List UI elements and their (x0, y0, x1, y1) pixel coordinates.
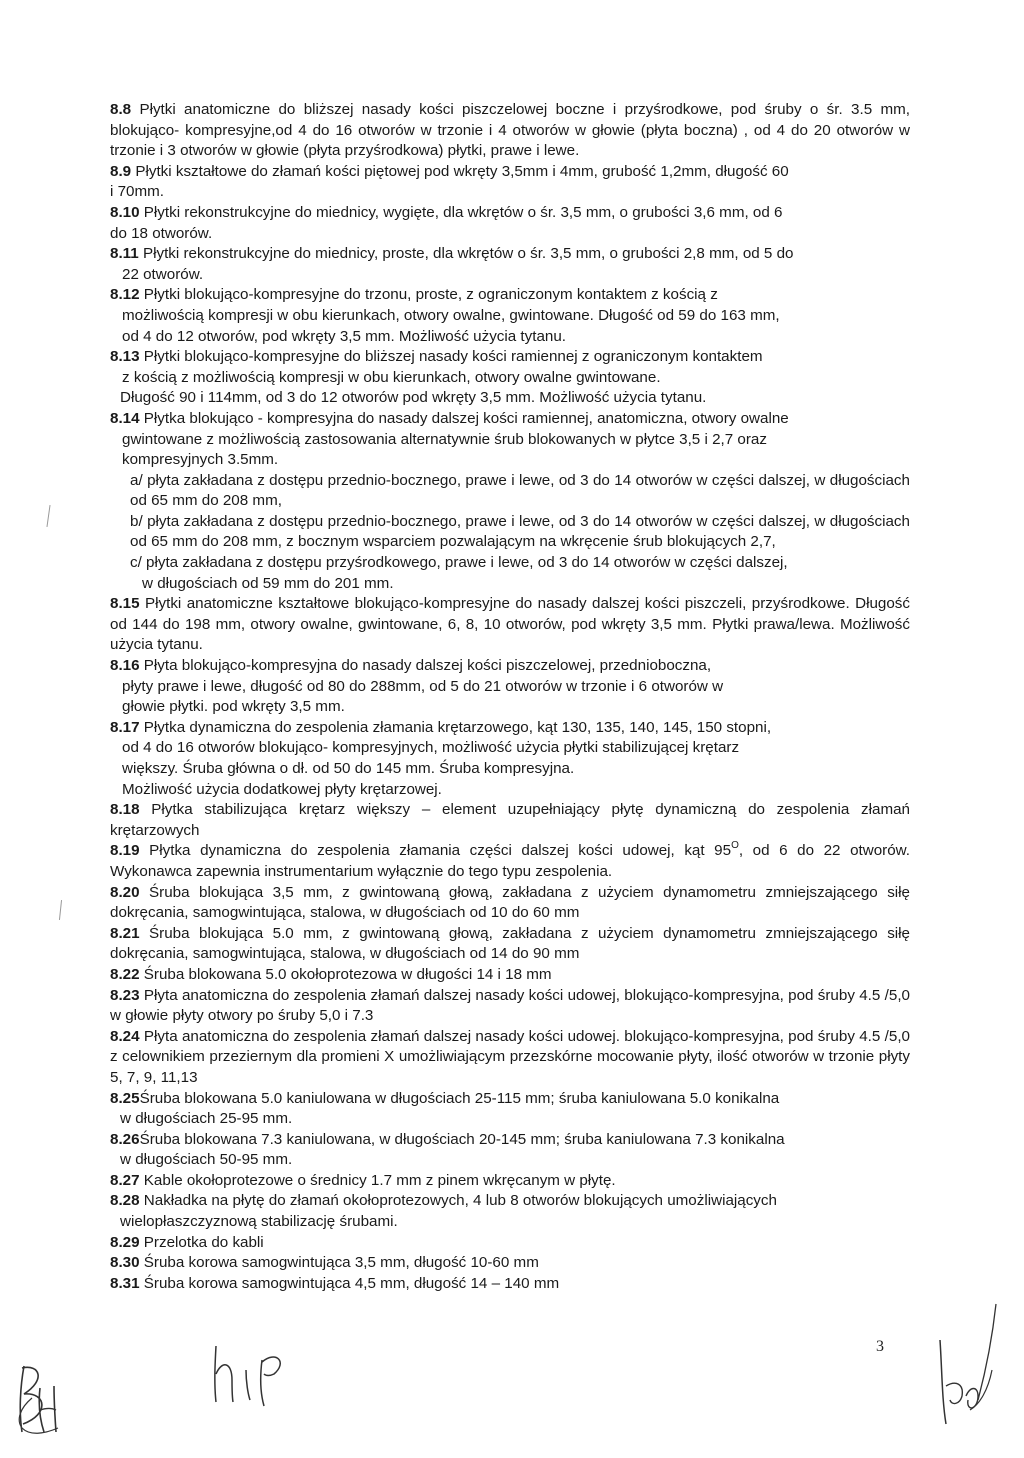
item-number: 8.27 (110, 1171, 140, 1189)
item-8-14-b: b/ płyta zakładana z dostępu przednio-bocznego, prawe i lewe, od 3 do 14 otworów w części dalszej, w długościach od 65 mm do 208 mm, z bocznym wsparciem pozwalającym na wkręcenie śrub blokujących 2,7, (130, 512, 910, 551)
item-number: 8.15 (110, 595, 140, 613)
item-8-26: 8.26Śruba blokowana 7.3 kaniulowana, w długościach 20-145 mm; śruba kaniulowana 7.3 konikalna w długościach 50-95 mm. (110, 1130, 785, 1169)
item-number: 8.23 (110, 986, 140, 1004)
scan-mark (59, 900, 62, 920)
degree-superscript: O (731, 840, 739, 852)
item-8-14-c: c/ płyta zakładana z dostępu przyśrodkowego, prawe i lewe, od 3 do 14 otworów w części dalszej, w długościach od 59 mm do 201 mm. (130, 554, 788, 592)
item-number: 8.30 (110, 1254, 140, 1272)
item-number: 8.25 (110, 1089, 140, 1107)
item-8-23: 8.23 Płyta anatomiczna do zespolenia złamań dalszej nasady kości udowej, blokująco-kompresyjna, pod śruby 4.5 /5,0 w głowie płyty otwory po śruby 5,0 i 7.3 (110, 986, 910, 1025)
item-number: 8.22 (110, 965, 140, 983)
item-8-9: 8.9 Płytki kształtowe do złamań kości piętowej pod wkręty 3,5mm i 4mm, grubość 1,2mm, długość 60 i 70mm. (110, 162, 789, 201)
item-8-28: 8.28 Nakładka na płytę do złamań okołoprotezowych, 4 lub 8 otworów blokujących umożliwiających wielopłaszczyznową stabilizację śrubami. (110, 1192, 777, 1231)
item-8-21: 8.21 Śruba blokująca 5.0 mm, z gwintowaną głową, zakładana z użyciem dynamometru zmniejszającego siłę dokręcania, samogwintująca, stalowa, w długościach od 14 do 90 mm (110, 924, 910, 963)
item-number: 8.12 (110, 286, 140, 304)
item-8-14: 8.14 Płytka blokująco - kompresyjna do nasady dalszej kości ramiennej, anatomiczna, otwory owalne gwintowane z możliwością zastosowania alternatywnie śrub blokowanych w płytce 3,5 i 2,7 oraz kompresyjnych 3.5mm. (110, 409, 789, 469)
item-number: 8.31 (110, 1274, 140, 1292)
item-8-31: 8.31 Śruba korowa samogwintująca 4,5 mm, długość 14 – 140 mm (110, 1274, 560, 1292)
item-8-25: 8.25Śruba blokowana 5.0 kaniulowana w długościach 25-115 mm; śruba kaniulowana 5.0 konikalna w długościach 25-95 mm. (110, 1089, 780, 1128)
item-number: 8.26 (110, 1130, 140, 1148)
document-body (110, 100, 910, 1294)
item-8-17: 8.17 Płytka dynamiczna do zespolenia złamania krętarzowego, kąt 130, 135, 140, 145, 150 stopni, od 4 do 16 otworów blokująco- kompresyjnych, możliwość użycia płytki stabilizującej krętarz większy. Śruba główna o dł. od 50 do 145 mm. Śruba kompresyjna. Możliwość użycia dodatkowej płyty krętarzowej. (110, 718, 772, 798)
item-8-20: 8.20 Śruba blokująca 3,5 mm, z gwintowaną głową, zakładana z użyciem dynamometru zmniejszającego siłę dokręcania, samogwintująca, stalowa, w długościach od 10 do 60 mm (110, 883, 910, 922)
item-8-15: 8.15 Płytki anatomiczne kształtowe blokująco-kompresyjne do nasady dalszej kości piszczeli, przyśrodkowe. Długość od 144 do 198 mm, otwory owalne, gwintowane, 6, 8, 10 otworów, pod wkręty 3,5 mm. Płytki prawa/lewa. Możliwość użycia tytanu. (110, 595, 910, 654)
item-number: 8.11 (110, 245, 139, 263)
item-number: 8.20 (110, 883, 140, 901)
handwritten-initials-left (10, 1358, 70, 1438)
item-number: 8.8 (110, 101, 132, 118)
page-number: 3 (876, 1338, 884, 1355)
item-number: 8.21 (110, 924, 140, 942)
item-8-8: 8.8 Płytki anatomiczne do bliższej nasady kości piszczelowej boczne i przyśrodkowe, pod śruby o śr. 3.5 mm, blokująco- kompresyjne,od 4 do 16 otworów w trzonie i 4 otworów w głowie (płyta boczna) , od 4 do 20 otworów w trzonie i 3 otworów w głowie (płyta przyśrodkowa) płytki, prawe i lewe. (110, 101, 910, 160)
item-8-13: 8.13 Płytki blokująco-kompresyjne do bliższej nasady kości ramiennej z ograniczonym kontaktem z kością z możliwością kompresji w obu kierunkach, otwory owalne gwintowane. Długość 90 i 114mm, od 3 do 12 otworów pod wkręty 3,5 mm. Możliwość użycia tytanu. (110, 348, 763, 407)
item-8-22: 8.22 Śruba blokowana 5.0 okołoprotezowa w długości 14 i 18 mm (110, 965, 552, 983)
item-number: 8.18 (110, 801, 140, 819)
scan-mark (46, 505, 50, 527)
item-number: 8.9 (110, 162, 132, 180)
item-8-29: 8.29 Przelotka do kabli (110, 1233, 264, 1251)
item-8-12: 8.12 Płytki blokująco-kompresyjne do trzonu, proste, z ograniczonym kontaktem z kością z możliwością kompresji w obu kierunkach, otwory owalne, gwintowane. Długość od 59 do 163 mm, od 4 do 12 otworów, pod wkręty 3,5 mm. Możliwość użycia tytanu. (110, 286, 780, 345)
item-8-16: 8.16 Płyta blokująco-kompresyjna do nasady dalszej kości piszczelowej, przednioboczna, płyty prawe i lewe, długość od 80 do 288mm, od 5 do 21 otworów w trzonie i 6 otworów w głowie płytki. pod wkręty 3,5 mm. (110, 657, 724, 716)
item-8-27: 8.27 Kable okołoprotezowe o średnicy 1.7 mm z pinem wkręcanym w płytę. (110, 1171, 616, 1189)
item-8-24: 8.24 Płyta anatomiczna do zespolenia złamań dalszej nasady kości udowej. blokująco-kompresyjna, pod śruby 4.5 /5,0 z celownikiem przeziernym dla promieni X umożliwiającym przezskórne mocowanie płyty, ilość otworów w trzonie płyty 5, 7, 9, 11,13 (110, 1027, 910, 1086)
item-number: 8.14 (110, 409, 140, 427)
item-number: 8.10 (110, 203, 140, 221)
handwritten-signature-right (930, 1300, 1010, 1430)
item-number: 8.17 (110, 718, 140, 736)
item-8-30: 8.30 Śruba korowa samogwintująca 3,5 mm, długość 10-60 mm (110, 1254, 539, 1272)
item-number: 8.29 (110, 1233, 140, 1251)
item-number: 8.28 (110, 1192, 140, 1210)
item-8-18: 8.18 Płytka stabilizująca krętarz większy – element uzupełniający płytę dynamiczną do zespolenia złamań krętarzowych (110, 801, 910, 839)
item-8-10: 8.10 Płytki rekonstrukcyjne do miednicy, wygięte, dla wkrętów o śr. 3,5 mm, o grubości 3,6 mm, od 6 do 18 otworów. (110, 203, 783, 242)
handwritten-initials-center (198, 1340, 298, 1410)
item-number: 8.16 (110, 657, 140, 675)
item-number: 8.19 (110, 842, 140, 860)
item-8-19: 8.19 Płytka dynamiczna do zespolenia złamania części dalszej kości udowej, kąt $95^O$, od 6 do 22 otworów. Wykonawca zapewnia instrumentarium wyłącznie do tego typu zespolenia. (110, 840, 910, 880)
item-number: 8.24 (110, 1027, 140, 1045)
item-number: 8.13 (110, 348, 140, 366)
item-8-11: 8.11 Płytki rekonstrukcyjne do miednicy, proste, dla wkrętów o śr. 3,5 mm, o grubości 2,8 mm, od 5 do 22 otworów. (110, 245, 794, 283)
item-8-14-a: a/ płyta zakładana z dostępu przednio-bocznego, prawe i lewe, od 3 do 14 otworów w części dalszej, w długościach od 65 mm do 208 mm, (130, 471, 910, 510)
